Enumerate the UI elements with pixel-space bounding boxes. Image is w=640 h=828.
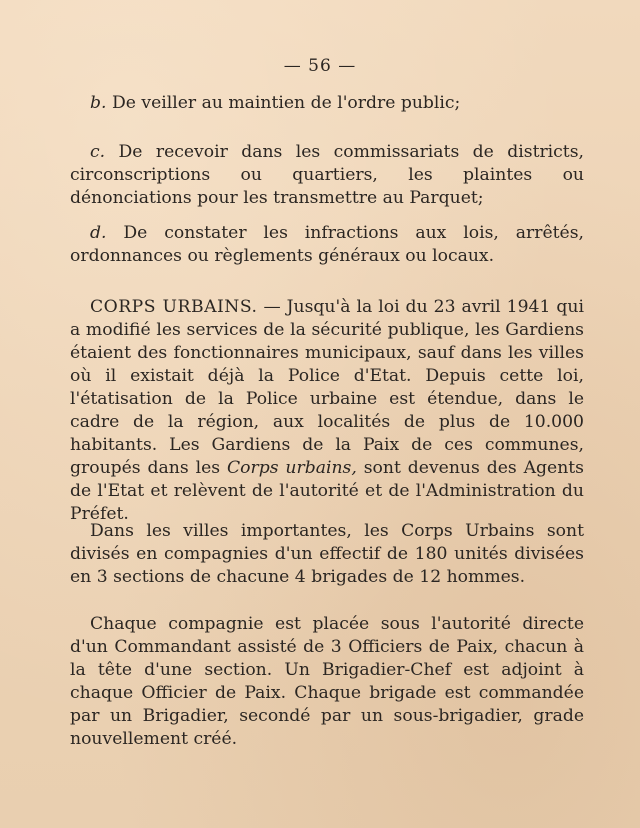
item-b xyxy=(70,92,584,115)
page-number: — 56 — xyxy=(283,56,357,76)
corps-urbains-text-1: — Jusqu'à la loi du 23 avril 1941 qui a modifié les services de la sécurité publique, les Gardiens étaient des fonctionnaires municipaux, sauf dans les villes où il existait déjà la Police d'Etat. Depuis cette loi, l'étatisation de la Police urbaine est étendue, dans le cadre de la région, aux localités de plus de 10.000 habitants. Les Gardiens de la Paix de ces communes, groupés dans les xyxy=(70,297,584,478)
corps-urbains-text-2: sont devenus des Agents de l'Etat et relèvent de l'autorité et de l'Administration du Préfet. xyxy=(70,458,584,524)
item-d-text: De constater les infractions aux lois, arrêtés, ordonnances ou règlements généraux ou locaux. xyxy=(70,223,584,266)
corps-urbains-paragraph xyxy=(70,296,584,526)
item-d-letter: d. xyxy=(90,223,107,243)
item-b-letter: b. xyxy=(90,93,107,113)
compagnie-paragraph: Chaque compagnie est placée sous l'autorité directe d'un Commandant assisté de 3 Officiers de Paix, chacun à la tête d'une section. Un Brigadier-Chef est adjoint à chaque Officier de Paix. Chaque brigade est commandée par un Brigadier, secondé par un sous-brigadier, grade nouvellement créé. xyxy=(70,614,584,749)
corps-urbains-italic: Corps urbains, xyxy=(226,458,357,478)
item-c xyxy=(70,141,584,210)
item-b-text: De veiller au maintien de l'ordre public; xyxy=(111,93,461,113)
item-c-text: De recevoir dans les commissariats de districts, circonscriptions ou quartiers, les plaintes ou dénonciations pour les transmettre au Parquet; xyxy=(70,142,584,208)
corps-urbains-heading: CORPS URBAINS. xyxy=(90,297,258,317)
villes-paragraph: Dans les villes importantes, les Corps Urbains sont divisés en compagnies d'un effectif de 180 unités divisées en 3 sections de chacune 4 brigades de 12 hommes. xyxy=(70,521,584,587)
item-d xyxy=(70,222,584,268)
item-c-letter: c. xyxy=(90,142,106,162)
